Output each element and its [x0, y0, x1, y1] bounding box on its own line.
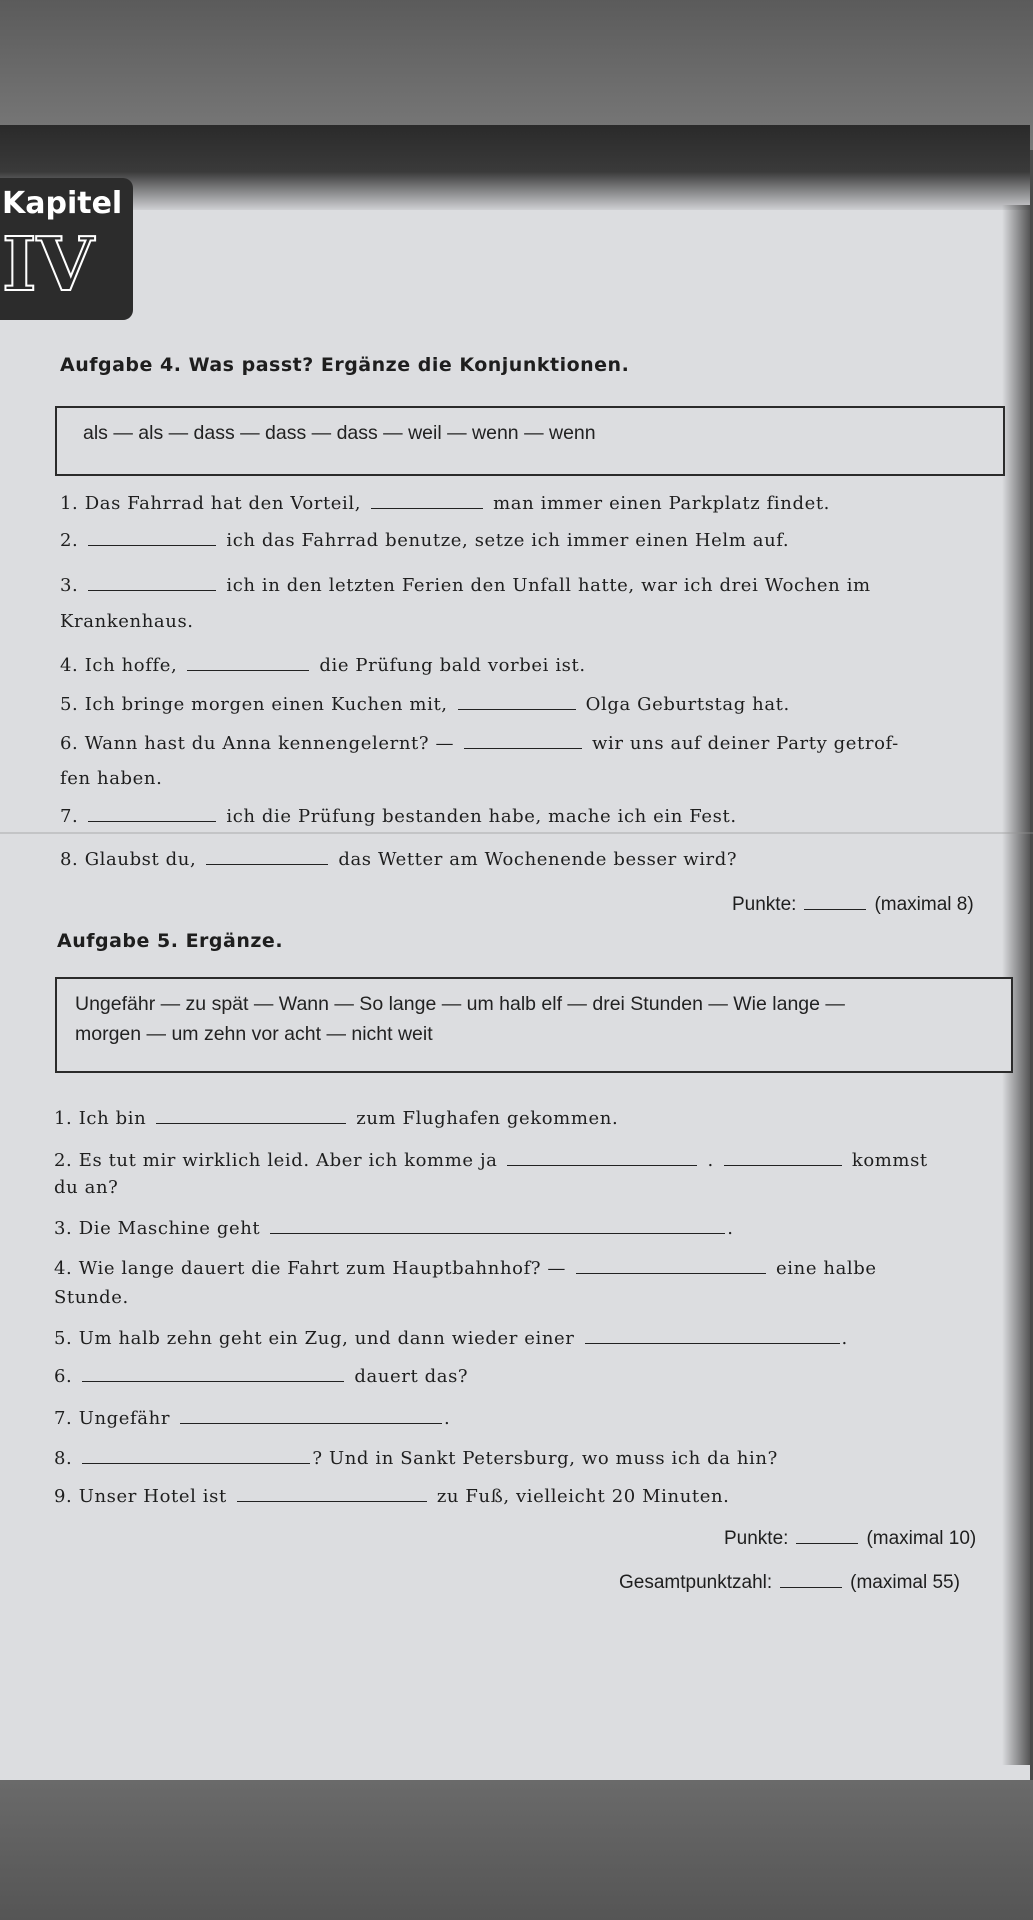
- task5-item-7: 7. Ungefähr .: [54, 1408, 451, 1429]
- task4-item-6-cont: fen haben.: [60, 768, 163, 789]
- task4-item-4: 4. Ich hoffe, die Prüfung bald vorbei ist.: [60, 655, 586, 676]
- task4-heading: Aufgabe 4. Was passt? Ergänze die Konjunktionen.: [60, 354, 630, 376]
- task5-item-8: 8. ? Und in Sankt Petersburg, wo muss ich da hin?: [54, 1448, 778, 1469]
- task4-item-1: 1. Das Fahrrad hat den Vorteil, man immer einen Parkplatz findet.: [60, 493, 830, 514]
- task4-item-6: 6. Wann hast du Anna kennengelernt? — wir uns auf deiner Party getrof-: [60, 733, 899, 754]
- page-top-band: [0, 125, 1030, 210]
- task5-score: Punkte: (maximal 10): [724, 1528, 977, 1549]
- chapter-label: Kapitel: [2, 186, 123, 221]
- paper-fold: [0, 832, 1033, 834]
- task5-word-box: [55, 977, 1013, 1073]
- chapter-tab: [0, 178, 133, 320]
- answer-blank[interactable]: [88, 807, 216, 822]
- answer-blank[interactable]: [576, 1259, 766, 1274]
- task4-word-list: als — als — dass — dass — dass — weil — wenn — wenn: [83, 422, 596, 444]
- answer-blank[interactable]: [180, 1409, 442, 1424]
- answer-blank[interactable]: [88, 576, 216, 591]
- answer-blank[interactable]: [237, 1487, 427, 1502]
- answer-blank[interactable]: [156, 1109, 346, 1124]
- task4-item-8: 8. Glaubst du, das Wetter am Wochenende besser wird?: [60, 849, 738, 870]
- answer-blank[interactable]: [507, 1151, 697, 1166]
- task5-item-2-cont: du an?: [54, 1177, 119, 1198]
- task4-item-7: 7. ich die Prüfung bestanden habe, mache ich ein Fest.: [60, 806, 737, 827]
- answer-blank[interactable]: [82, 1367, 344, 1382]
- answer-blank[interactable]: [270, 1219, 725, 1234]
- answer-blank[interactable]: [88, 531, 216, 546]
- task5-item-5: 5. Um halb zehn geht ein Zug, und dann wieder einer .: [54, 1328, 848, 1349]
- task4-word-box: [55, 406, 1005, 476]
- answer-blank[interactable]: [724, 1151, 842, 1166]
- score-blank[interactable]: [796, 1529, 858, 1544]
- task4-item-5: 5. Ich bringe morgen einen Kuchen mit, Olga Geburtstag hat.: [60, 694, 790, 715]
- total-score-blank[interactable]: [780, 1573, 842, 1588]
- task5-word-list-line2: morgen — um zehn vor acht — nicht weit: [75, 1023, 433, 1045]
- task5-item-6: 6. dauert das?: [54, 1366, 469, 1387]
- task5-item-4: 4. Wie lange dauert die Fahrt zum Hauptbahnhof? — eine halbe: [54, 1258, 877, 1279]
- task5-item-1: 1. Ich bin zum Flughafen gekommen.: [54, 1108, 619, 1129]
- task5-item-3: 3. Die Maschine geht .: [54, 1218, 734, 1239]
- answer-blank[interactable]: [464, 734, 582, 749]
- total-score: Gesamtpunktzahl: (maximal 55): [619, 1572, 960, 1593]
- task4-item-3: 3. ich in den letzten Ferien den Unfall hatte, war ich drei Wochen im: [60, 575, 871, 596]
- background-bottom: [0, 1780, 1033, 1920]
- task4-score: Punkte: (maximal 8): [732, 894, 974, 915]
- score-blank[interactable]: [804, 895, 866, 910]
- task5-item-9: 9. Unser Hotel ist zu Fuß, vielleicht 20 Minuten.: [54, 1486, 730, 1507]
- answer-blank[interactable]: [82, 1449, 310, 1464]
- answer-blank[interactable]: [187, 656, 309, 671]
- task5-word-list-line1: Ungefähr — zu spät — Wann — So lange — um halb elf — drei Stunden — Wie lange —: [75, 993, 845, 1015]
- task5-item-2: 2. Es tut mir wirklich leid. Aber ich komme ja . kommst: [54, 1150, 928, 1171]
- chapter-number: IV: [2, 222, 95, 308]
- task5-item-4-cont: Stunde.: [54, 1287, 129, 1308]
- task5-heading: Aufgabe 5. Ergänze.: [57, 930, 284, 952]
- task4-item-3-cont: Krankenhaus.: [60, 611, 194, 632]
- answer-blank[interactable]: [585, 1329, 840, 1344]
- answer-blank[interactable]: [458, 695, 576, 710]
- answer-blank[interactable]: [371, 494, 483, 509]
- task4-item-2: 2. ich das Fahrrad benutze, setze ich immer einen Helm auf.: [60, 530, 790, 551]
- answer-blank[interactable]: [206, 850, 328, 865]
